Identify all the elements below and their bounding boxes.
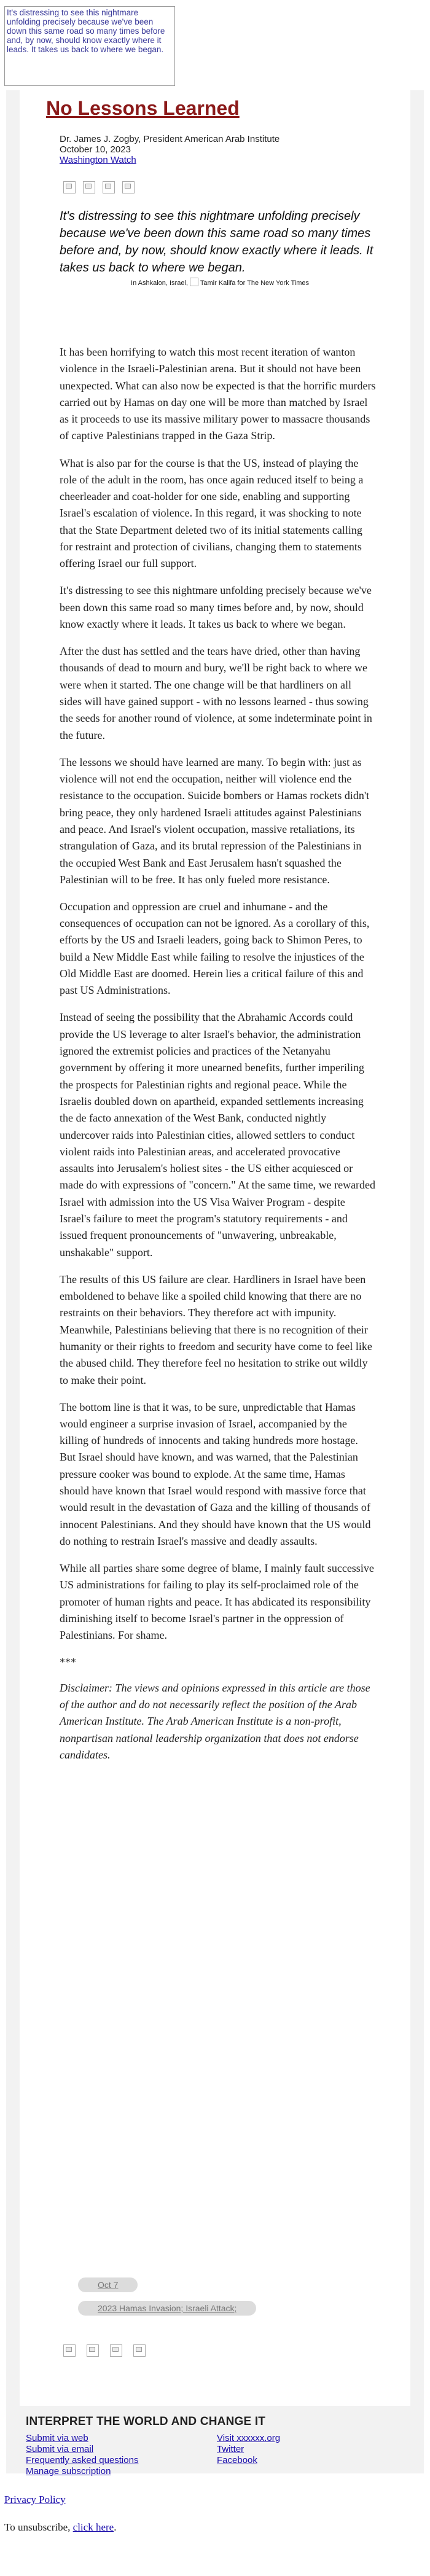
- footer-heading: INTERPRET THE WORLD AND CHANGE IT: [26, 2415, 266, 2428]
- share-icons-top: [63, 181, 135, 193]
- submit-web-link[interactable]: Submit via web: [26, 2433, 88, 2443]
- article-meta: [60, 134, 280, 165]
- visit-site-link[interactable]: Visit xxxxxx.org: [217, 2433, 281, 2443]
- twitter-share-icon[interactable]: [87, 2344, 99, 2357]
- paragraph: It's distressing to see this nightmare unfolding precisely because we've been down this same road so many times before and, by now, should know exactly where it leads. It takes us back to where we began.: [60, 584, 372, 631]
- unsubscribe-line: [4, 2521, 116, 2534]
- email-share-icon[interactable]: [133, 2344, 146, 2357]
- header-image: [4, 6, 175, 86]
- submit-email-link[interactable]: Submit via email: [26, 2444, 94, 2454]
- paragraph: The bottom line is that it was, to be sure, unpredictable that Hamas would engineer a surprise invasion of Israel, accompanied by the killing of hundreds of innocents and taking hundreds more hostage. But Israel should have known, and was warned, that the Palestinian pressure cooker was bound to explode. At the same time, Hamas should have known that Israel would respond with massive force that would result in the devastation of Gaza and the killing of thousands of innocent Palestinians. And they should have known that the US would do nothing to restrain Israel's massive and deadly assaults.: [60, 1400, 371, 1547]
- manage-subscription-link[interactable]: Manage subscription: [26, 2466, 111, 2476]
- caption-location: In Ashkalon, Israel: [131, 279, 186, 287]
- article-title[interactable]: No Lessons Learned: [46, 97, 240, 119]
- linkedin-share-icon[interactable]: [103, 181, 115, 193]
- category-link[interactable]: Washington Watch: [60, 155, 136, 165]
- paragraph: It has been horrifying to watch this most recent iteration of wanton violence in the Israeli-Palestinian arena. But it should not have been unexpected. What can also now be expected is that the horrific murders carried out by Hamas on day one will be more than matched by Israel as it proceeds to use its massive military power to massacre thousands of captive Palestinians trapped in the Gaza Strip.: [60, 346, 376, 442]
- paragraph: While all parties share some degree of blame, I mainly fault successive US administrations for failing to play its self-proclaimed role of the promoter of human rights and peace. It has abdicated its responsibility diminishing itself to become Israel's partner in the oppression of Palestinians. For shame.: [60, 1562, 374, 1642]
- share-icons-bottom: [63, 2344, 146, 2357]
- tag-oct-7[interactable]: Oct 7: [78, 2277, 138, 2292]
- unsubscribe-suffix: .: [114, 2521, 117, 2533]
- twitter-link[interactable]: Twitter: [217, 2444, 244, 2454]
- paragraph: Instead of seeing the possibility that the Abrahamic Accords could provide the US leverage to alter Israel's behavior, the administration ignored the extremist policies and practices of the Netanyahu government by offering it more unearned benefits, further imperiling the prospects for Palestinian rights and regional peace. While the Israelis doubled down on apartheid, expanded settlements increasing the de facto annexation of the West Bank, conducted nightly undercover raids into Palestinian cities, allowed settlers to conduct violent raids into Palestinian areas, and accelerated provocative assaults into Jerusalem's holiest sites - the US either acquiesced or made do with expressions of "concern." At the same time, we rewarded Israel with admission into the US Visa Waiver Program - despite Israel's failure to meet the program's statutory requirements - and issued frequent pronouncements of "unwavering, unbreakable, unshakable" support.: [60, 1011, 376, 1259]
- tag-hamas-invasion[interactable]: 2023 Hamas Invasion; Israeli Attack;: [78, 2301, 256, 2316]
- paragraph: Occupation and oppression are cruel and inhumane - and the consequences of occupation can not be ignored. As a corollary of this, efforts by the US and Israeli leaders, going back to Shimon Peres, to build a New Middle East while failing to resolve the injustices of the Old Middle East are doomed. Herein lies a critical failure of this and past US Administrations.: [60, 900, 370, 997]
- paragraph: After the dust has settled and the tears have dried, other than having thousands of dead to mourn and bury, we'll be right back to where we were when it started. The one change will be that hardliners on all sides will have gained support - with no lessons learned - thus sowing the seeds for another round of violence, at some indeterminate point in the future.: [60, 645, 372, 741]
- faq-link[interactable]: Frequently asked questions: [26, 2455, 139, 2465]
- separator: ***: [60, 1656, 76, 1669]
- privacy-policy-link[interactable]: Privacy Policy: [4, 2494, 66, 2505]
- photo-icon: [190, 278, 198, 286]
- facebook-share-icon[interactable]: [63, 181, 76, 193]
- paragraph: What is also par for the course is that the US, instead of playing the role of the adult in the room, has once again reduced itself to being a cheerleader and coat-holder for one side, enabling and supporting Israel's escalation of violence. In this regard, it was shocking to note that the State Department deleted two of its initial statements calling for restraint and protection of civilians, changing them to statements offering Israel our full support.: [60, 456, 364, 570]
- caption-credit: Tamir Kalifa for The New York Times: [200, 279, 309, 287]
- linkedin-share-icon[interactable]: [110, 2344, 122, 2357]
- facebook-share-icon[interactable]: [63, 2344, 76, 2357]
- twitter-share-icon[interactable]: [83, 181, 95, 193]
- disclaimer: Disclaimer: The views and opinions expressed in this article are those of the author and do not necessarily reflect the position of the Arab American Institute. The Arab American Institute is a non-profit, nonpartisan national leadership organization that does not endorse candidates.: [60, 1681, 370, 1761]
- article-body: [60, 344, 376, 1774]
- paragraph: The results of this US failure are clear. Hardliners in Israel have been emboldened to behave like a spoiled child knowing that there are no restraints on their behaviors. They therefore act with impunity. Meanwhile, Palestinians believing that there is no recognition of their humanity or their rights to freedom and security have come to feel like the abused child. They therefore feel no hesitation to strike out wildly to make their point.: [60, 1273, 372, 1386]
- author: Dr. James J. Zogby, President American Arab Institute: [60, 134, 280, 144]
- facebook-link[interactable]: Facebook: [217, 2455, 257, 2465]
- pull-quote: It's distressing to see this nightmare unfolding precisely because we've been down this same road so many times before and, by now, should know exactly where it leads. It takes us back to where we began.: [60, 209, 373, 275]
- date: October 10, 2023: [60, 144, 131, 155]
- paragraph: The lessons we should have learned are many. To begin with: just as violence will not end the occupation, neither will violence end the resistance to the occupation. Suicide bombers or Hamas rockets didn't bring peace, they only hardened Israeli attitudes against Palestinians and peace. And Israel's violent occupation, massive retaliations, its strangulation of Gaza, and its brutal repression of the Palestinians in the occupied West Bank and East Jerusalem hasn't squashed the Palestinian will to be free. It has only fueled more resistance.: [60, 755, 370, 886]
- tag-list: [78, 2277, 256, 2324]
- unsubscribe-link[interactable]: click here: [72, 2521, 114, 2533]
- email-share-icon[interactable]: [122, 181, 135, 193]
- unsubscribe-prefix: To unsubscribe,: [4, 2521, 73, 2533]
- header-image-alt: It's distressing to see this nightmare unfolding precisely because we've been down this same road so many times before and, by now, should know exactly where it leads. It takes us back to where we began.: [7, 8, 165, 54]
- image-caption: In Ashkalon, Israel, Tamir Kalifa for The New York Times: [131, 278, 309, 287]
